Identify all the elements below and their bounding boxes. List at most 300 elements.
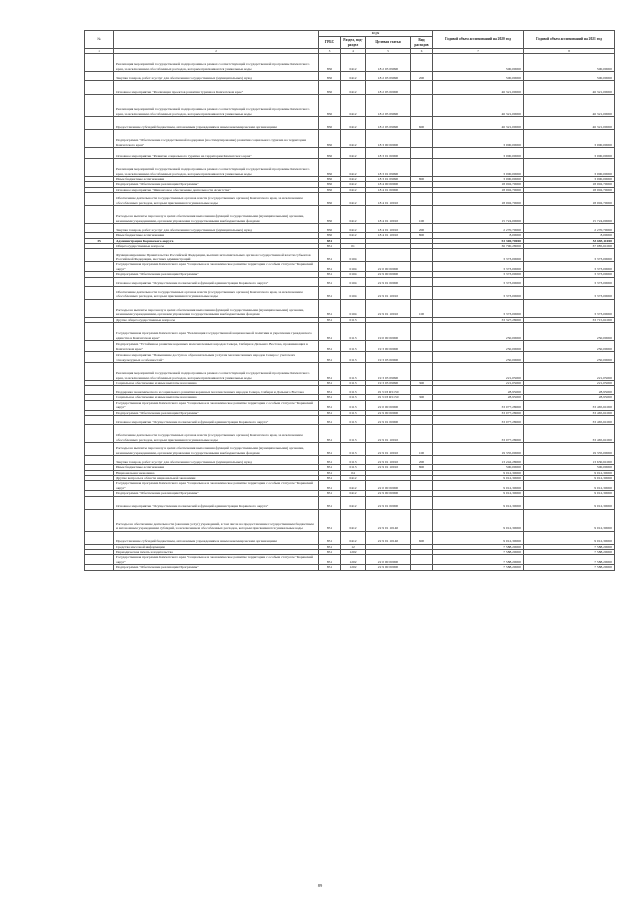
row-vid: 800: [411, 465, 433, 470]
row-sum-2021: 28,95000: [524, 395, 615, 400]
row-name: Государственная программа Камчатского края "Социальное и экономическое развитие территории с особым статусом "Корякский округ": [114, 400, 319, 410]
row-sum-2020: 18 002,70000: [433, 187, 524, 192]
col-number: 2: [114, 49, 319, 54]
row-vid: 200: [411, 72, 433, 81]
row-sum-2020: 19 335,00000: [433, 443, 524, 456]
row-grbs: 851: [319, 244, 341, 249]
row-sum-2020: 3 373,00000: [433, 272, 524, 277]
row-sum-2021: 9 012,30000: [524, 496, 615, 509]
row-sum-2020: 9 012,30000: [433, 491, 524, 496]
row-sum-2020: 33 327,28000: [433, 317, 524, 322]
row-vid: [411, 54, 433, 72]
row-grbs: 851: [319, 249, 341, 262]
row-target: 18 2 05 09990: [366, 95, 411, 117]
row-sum-2021: 3 373,00000: [524, 272, 615, 277]
row-sum-2021: 3 373,00000: [524, 249, 615, 262]
row-vid: [411, 363, 433, 381]
row-section: 0104: [341, 299, 366, 317]
row-target: 18 3 01 09990: [366, 177, 411, 182]
table-row: [85, 565, 615, 570]
row-grbs: 851: [319, 475, 341, 480]
table-row: [85, 206, 615, 224]
row-sum-2021: 46 321,00000: [524, 117, 615, 130]
row-target: 18 4 01 10010: [366, 193, 411, 206]
row-name: Предоставление субсидий бюджетным, автономным учреждениям и иным некоммерческим организациям: [114, 531, 319, 544]
row-sum-2020: 3 373,00000: [433, 299, 524, 317]
row-section: 0113: [341, 381, 366, 386]
row-sum-2021: 7 588,20000: [524, 565, 615, 570]
row-sum-2020: 250,00000: [433, 323, 524, 341]
row-name: Обеспечение деятельности государственных органов власти (государственных органов) Камчатского края, за исключением обособленных расходов, которым присваиваются уникальные коды: [114, 286, 319, 299]
row-name: Другие общегосударственные вопросы: [114, 317, 319, 322]
row-vid: [411, 416, 433, 425]
row-sum-2020: 3 373,00000: [433, 277, 524, 286]
row-name: Средства массовой информации: [114, 544, 319, 549]
table-row: [85, 277, 615, 286]
row-name: Национальная экономика: [114, 470, 319, 475]
row-vid: [411, 277, 433, 286]
row-sum-2020: 28,95000: [433, 395, 524, 400]
row-vid: [411, 193, 433, 206]
row-sum-2020: 221,05000: [433, 381, 524, 386]
row-vid: [411, 400, 433, 410]
table-row: [85, 363, 615, 381]
row-name: Реализация мероприятий государственной подпрограммы в рамках соответствующей государственной программы Камчатского края, за исключением обособленных расходов, которым присваиваются уникальные коды: [114, 95, 319, 117]
row-section: 01: [341, 244, 366, 249]
row-grbs: 851: [319, 381, 341, 386]
row-target: 19 3 03 09990: [366, 381, 411, 386]
row-section: 0113: [341, 410, 366, 415]
row-vid: [411, 565, 433, 570]
row-section: 0104: [341, 249, 366, 262]
row-vid: [411, 159, 433, 177]
header-vol-2020: Годовой объем ассигнований на 2020 год: [433, 31, 524, 49]
row-vid: 200: [411, 456, 433, 465]
row-target: 22 9 01 00000: [366, 496, 411, 509]
row-vid: 200: [411, 224, 433, 233]
row-section: 0113: [341, 443, 366, 456]
row-section: 0412: [341, 117, 366, 130]
row-section: 0412: [341, 130, 366, 148]
row-sum-2020: 3 000,00000: [433, 130, 524, 148]
row-name: Основное мероприятие "Осуществление полномочий и функций администрации Корякского округа": [114, 496, 319, 509]
row-target: 22 0 00 00000: [366, 262, 411, 272]
row-sum-2020: 9 012,30000: [433, 470, 524, 475]
header-grbs: ГРБС: [319, 37, 341, 49]
row-vid: [411, 262, 433, 272]
row-name: Обеспечение деятельности государственных органов власти (государственных органов) Камчатского края, за исключением обособленных расходов, которым присваиваются уникальные коды: [114, 425, 319, 443]
row-grbs: 851: [319, 277, 341, 286]
row-sum-2021: 250,00000: [524, 323, 615, 341]
row-sum-2020: 2 270,70000: [433, 224, 524, 233]
row-grbs: 850: [319, 182, 341, 187]
row-name: Подпрограмма "Обеспечение реализации Программы": [114, 182, 319, 187]
row-sum-2020: 28,95000: [433, 386, 524, 395]
row-sum-2020: 15 724,00000: [433, 206, 524, 224]
table-row: [85, 400, 615, 410]
row-section: 0412: [341, 481, 366, 491]
row-vid: 600: [411, 531, 433, 544]
row-number: [85, 95, 114, 117]
row-sum-2020: 3 373,00000: [433, 286, 524, 299]
row-sum-2020: 9 012,30000: [433, 496, 524, 509]
row-name: Иные бюджетные ассигнования: [114, 465, 319, 470]
row-section: 0113: [341, 416, 366, 425]
row-sum-2020: 46 321,00000: [433, 95, 524, 117]
row-sum-2020: 46 321,00000: [433, 81, 524, 95]
row-grbs: 851: [319, 363, 341, 381]
row-sum-2021: 3 373,00000: [524, 262, 615, 272]
row-section: 0113: [341, 395, 366, 400]
row-target: 22 0 00 00000: [366, 481, 411, 491]
row-sum-2021: 8,00000: [524, 233, 615, 238]
row-name: Закупка товаров, работ и услуг для обеспечения государственных (муниципальных) нужд: [114, 72, 319, 81]
row-target: 22 0 00 00000: [366, 400, 411, 410]
row-number: [85, 386, 114, 395]
row-name: Закупка товаров, работ и услуг для обеспечения государственных (муниципальных) нужд: [114, 224, 319, 233]
row-name: Расходы на выплаты персоналу в целях обеспечения выполнения функций государственными (муниципальными) органами, казенными учреждениями, органами управления государственными внебюджетными фондами: [114, 206, 319, 224]
row-section: 0412: [341, 193, 366, 206]
row-grbs: 851: [319, 425, 341, 443]
row-name: Основное мероприятие "Повышение доступа к образовательным услугам малочисленных народов Севера с учетом их этнокультурных особенностей": [114, 352, 319, 363]
row-grbs: 850: [319, 148, 341, 159]
row-vid: 300: [411, 395, 433, 400]
row-grbs: 850: [319, 81, 341, 95]
row-sum-2020: 33 077,28000: [433, 425, 524, 443]
row-sum-2021: 500,00000: [524, 72, 615, 81]
row-name: Социальное обеспечение и иные выплаты населению: [114, 395, 319, 400]
row-sum-2020: 3 373,00000: [433, 249, 524, 262]
row-vid: 100: [411, 443, 433, 456]
row-target: 18 4 00 00000: [366, 182, 411, 187]
row-grbs: 851: [319, 416, 341, 425]
table-row: [85, 531, 615, 544]
row-section: 0412: [341, 496, 366, 509]
row-number: [85, 443, 114, 456]
row-sum-2021: 18 002,70000: [524, 193, 615, 206]
row-sum-2020: 3 000,00000: [433, 177, 524, 182]
table-row: [85, 148, 615, 159]
row-sum-2020: 18 002,70000: [433, 193, 524, 206]
row-name: Подпрограмма "Обеспечение реализации Программы": [114, 272, 319, 277]
row-name: Государственная программа Камчатского края "Социальное и экономическое развитие территории с особым статусом "Корякский округ": [114, 555, 319, 565]
row-sum-2021: 9 012,30000: [524, 509, 615, 531]
row-section: 0412: [341, 72, 366, 81]
table-row: [85, 95, 615, 117]
row-vid: [411, 555, 433, 565]
row-grbs: 851: [319, 262, 341, 272]
row-number: [85, 555, 114, 565]
row-number: [85, 299, 114, 317]
row-section: 0113: [341, 465, 366, 470]
row-number: [85, 81, 114, 95]
row-target: 22 9 01 10010: [366, 286, 411, 299]
table-row: [85, 416, 615, 425]
table-row: [85, 496, 615, 509]
row-section: 0412: [341, 54, 366, 72]
row-section: 0412: [341, 95, 366, 117]
table-row: [85, 286, 615, 299]
table-row: [85, 54, 615, 72]
table-row: [85, 443, 615, 456]
row-sum-2020: 36 790,28000: [433, 244, 524, 249]
row-sum-2020: 46 321,00000: [433, 117, 524, 130]
row-name: Подпрограмма "Обеспечение реализации Программы": [114, 410, 319, 415]
row-sum-2021: 19 335,00000: [524, 443, 615, 456]
table-header: [85, 31, 615, 54]
row-grbs: 850: [319, 130, 341, 148]
header-name: [114, 31, 319, 49]
row-vid: [411, 95, 433, 117]
col-number: 1: [85, 49, 114, 54]
row-sum-2021: 9 012,30000: [524, 475, 615, 480]
row-grbs: 851: [319, 317, 341, 322]
row-section: 04: [341, 470, 366, 475]
table-row: [85, 159, 615, 177]
row-section: 0113: [341, 400, 366, 410]
row-grbs: 851: [319, 509, 341, 531]
row-sum-2021: 46 321,00000: [524, 95, 615, 117]
row-grbs: 850: [319, 159, 341, 177]
row-vid: [411, 249, 433, 262]
row-section: 0113: [341, 317, 366, 322]
row-target: 18 2 03 09990: [366, 72, 411, 81]
row-sum-2020: 9 012,30000: [433, 531, 524, 544]
row-sum-2020: 9 012,30000: [433, 509, 524, 531]
header-section: Раздел, под-раздел: [341, 37, 366, 49]
row-target: 18 3 01 09990: [366, 159, 411, 177]
row-section: 0104: [341, 277, 366, 286]
row-number: [85, 159, 114, 177]
table-row: [85, 249, 615, 262]
row-sum-2021: 9 012,30000: [524, 491, 615, 496]
row-section: 1202: [341, 549, 366, 554]
row-sum-2021: 3 373,00000: [524, 277, 615, 286]
table-row: [85, 323, 615, 341]
row-section: 1202: [341, 555, 366, 565]
table-row: [85, 386, 615, 395]
row-target: 19 3 00 00000: [366, 341, 411, 352]
row-name: Расходы на выплаты персоналу в целях обеспечения выполнения функций государственными (муниципальными) органами, казенными учреждениями, органами управления государственными внебюджетными фондами: [114, 299, 319, 317]
row-sum-2021: 9 012,30000: [524, 531, 615, 544]
row-vid: [411, 481, 433, 491]
row-sum-2020: 53 300,70000: [433, 238, 524, 243]
row-name: Иные бюджетные ассигнования: [114, 233, 319, 238]
row-section: 0412: [341, 159, 366, 177]
row-sum-2021: 7 588,20000: [524, 549, 615, 554]
row-name: Основное мероприятие "Осуществление полномочий и функций администрации Корякского округа": [114, 277, 319, 286]
table-row: [85, 352, 615, 363]
row-name: Основное мероприятие "Реализация проектов развития туризма в Камчатском крае": [114, 81, 319, 95]
row-number: [85, 425, 114, 443]
row-grbs: 850: [319, 54, 341, 72]
row-sum-2020: 500,00000: [433, 54, 524, 72]
row-grbs: 851: [319, 395, 341, 400]
row-vid: 800: [411, 177, 433, 182]
row-name: Подпрограмма "Обеспечение реализации Программы": [114, 565, 319, 570]
row-sum-2021: 18 002,70000: [524, 187, 615, 192]
row-target: 22 9 01 10010: [366, 425, 411, 443]
row-name: Государственная программа Камчатского края "Социальное и экономическое развитие территории с особым статусом "Корякский округ": [114, 262, 319, 272]
row-name: Иные бюджетные ассигнования: [114, 177, 319, 182]
row-sum-2020: 250,00000: [433, 341, 524, 352]
row-sum-2020: 221,05000: [433, 363, 524, 381]
row-target: 22 9 01 10010: [366, 443, 411, 456]
row-name: Общегосударственные вопросы: [114, 244, 319, 249]
col-number: 4: [341, 49, 366, 54]
row-target: 22 9 00 00000: [366, 491, 411, 496]
row-section: 0412: [341, 182, 366, 187]
row-grbs: 851: [319, 496, 341, 509]
row-sum-2021: 33 465,61000: [524, 410, 615, 415]
row-sum-2021: 46 321,00000: [524, 81, 615, 95]
row-section: 12: [341, 544, 366, 549]
row-target: 18 2 05 09990: [366, 117, 411, 130]
row-number: [85, 117, 114, 130]
row-sum-2021: 28,95000: [524, 386, 615, 395]
row-grbs: 851: [319, 323, 341, 341]
row-grbs: 850: [319, 177, 341, 182]
row-sum-2020: 3 000,00000: [433, 148, 524, 159]
row-number: [85, 323, 114, 341]
row-number: [85, 54, 114, 72]
table-row: [85, 341, 615, 352]
table-row: [85, 456, 615, 465]
row-sum-2020: 9 012,30000: [433, 475, 524, 480]
row-target: [366, 249, 411, 262]
row-grbs: 851: [319, 400, 341, 410]
row-grbs: 850: [319, 117, 341, 130]
row-grbs: 851: [319, 352, 341, 363]
row-grbs: 851: [319, 386, 341, 395]
row-grbs: 850: [319, 224, 341, 233]
row-name: Государственная программа Камчатского края "Социальное и экономическое развитие территории с особым статусом "Корякский округ": [114, 481, 319, 491]
row-target: 18 3 01 00000: [366, 148, 411, 159]
row-section: 0104: [341, 286, 366, 299]
row-section: 0113: [341, 323, 366, 341]
row-grbs: 851: [319, 238, 341, 243]
row-target: 22 9 01 10010: [366, 465, 411, 470]
row-name: Закупка товаров, работ и услуг для обеспечения государственных (муниципальных) нужд: [114, 456, 319, 465]
row-sum-2021: 500,00000: [524, 54, 615, 72]
row-target: 22 9 00 00000: [366, 272, 411, 277]
row-number: [85, 531, 114, 544]
row-sum-2020: 7 588,20000: [433, 565, 524, 570]
row-target: 22 9 00 00000: [366, 410, 411, 415]
row-name: Основное мероприятие "Осуществление полномочий и функций администрации Корякского округа": [114, 416, 319, 425]
row-grbs: 851: [319, 341, 341, 352]
row-section: 0113: [341, 352, 366, 363]
row-section: 0113: [341, 363, 366, 381]
row-section: 0412: [341, 475, 366, 480]
row-sum-2020: 8,00000: [433, 233, 524, 238]
table-row: [85, 117, 615, 130]
row-target: 19 3 03 R5150: [366, 395, 411, 400]
row-grbs: 851: [319, 481, 341, 491]
row-number: [85, 249, 114, 262]
row-name: Реализация мероприятий государственной подпрограммы в рамках соответствующей государственной программы Камчатского края, за исключением обособленных расходов, которым присваиваются уникальные коды: [114, 159, 319, 177]
row-sum-2020: 500,00000: [433, 465, 524, 470]
row-target: 19 0 00 00000: [366, 323, 411, 341]
table-row: [85, 224, 615, 233]
row-vid: [411, 323, 433, 341]
row-target: 18 2 05 00000: [366, 81, 411, 95]
row-name: Обеспечение деятельности государственных органов власти (государственных органов) Камчатского края, за исключением обособленных расходов, которым присваиваются уникальные коды: [114, 193, 319, 206]
row-name: Государственная программа Камчатского края "Реализация государственной национальной политики и укрепление гражданского единства в Камчатском крае": [114, 323, 319, 341]
row-target: 22 0 00 00000: [366, 555, 411, 565]
row-sum-2021: 33 465,61000: [524, 416, 615, 425]
row-number: [85, 72, 114, 81]
row-section: 0412: [341, 233, 366, 238]
row-name: Расходы на выплаты персоналу в целях обеспечения выполнения функций государственными (муниципальными) органами, казенными учреждениями, органами управления государственными внебюджетными фондами: [114, 443, 319, 456]
row-sum-2021: 9 012,30000: [524, 481, 615, 491]
row-name: Реализация мероприятий государственной подпрограммы в рамках соответствующей государственной программы Камчатского края, за исключением обособленных расходов, которым присваиваются уникальные коды: [114, 363, 319, 381]
row-sum-2020: 18 002,70000: [433, 182, 524, 187]
row-name: Поддержка экономического и социального развития коренных малочисленных народов Севера, Сибири и Дальнего Востока: [114, 386, 319, 395]
row-section: 0113: [341, 341, 366, 352]
row-sum-2021: 7 588,20000: [524, 544, 615, 549]
row-sum-2020: 250,00000: [433, 352, 524, 363]
header-vol-2021: Годовой объем ассигнований на 2021 год: [524, 31, 615, 49]
row-number: [85, 277, 114, 286]
table-row: [85, 509, 615, 531]
header-num: №: [85, 31, 114, 49]
budget-table: [84, 30, 615, 571]
row-section: 0412: [341, 206, 366, 224]
row-target: 22 9 01 00000: [366, 416, 411, 425]
table-row: [85, 555, 615, 565]
row-sum-2020: 9 012,30000: [433, 481, 524, 491]
row-sum-2021: 250,00000: [524, 341, 615, 352]
header-target: Целевая статья: [366, 37, 411, 49]
row-target: 22 9 01 10010: [366, 456, 411, 465]
row-section: 1202: [341, 565, 366, 570]
row-name: Основное мероприятие "Финансовое обеспечение деятельности Агентства": [114, 187, 319, 192]
row-vid: [411, 148, 433, 159]
row-number: [85, 193, 114, 206]
col-number: 7: [433, 49, 524, 54]
col-number: 8: [524, 49, 615, 54]
row-number: [85, 481, 114, 491]
row-vid: [411, 386, 433, 395]
row-vid: [411, 425, 433, 443]
row-section: 0113: [341, 425, 366, 443]
row-number: [85, 130, 114, 148]
table-row: [85, 72, 615, 81]
row-section: 0412: [341, 81, 366, 95]
page-number: 89: [317, 883, 323, 888]
row-sum-2021: 3 000,00000: [524, 130, 615, 148]
row-sum-2021: 13 630,61000: [524, 456, 615, 465]
row-target: 18 4 01 00000: [366, 187, 411, 192]
row-name: Основное мероприятие "Развитие социального туризма на территории Камчатского края": [114, 148, 319, 159]
row-grbs: 851: [319, 544, 341, 549]
row-name: Подпрограмма "Обеспечение государственной поддержки (на стимулирование) развития социального туризма на территории Камчатского края": [114, 130, 319, 148]
row-number: [85, 400, 114, 410]
header-vid: Вид расходов: [411, 37, 433, 49]
row-grbs: 851: [319, 286, 341, 299]
row-name: Подпрограмма "Обеспечение реализации Программы": [114, 491, 319, 496]
row-grbs: 851: [319, 549, 341, 554]
row-section: 0104: [341, 262, 366, 272]
row-sum-2021: 33 465,61000: [524, 400, 615, 410]
row-grbs: 850: [319, 193, 341, 206]
row-grbs: 850: [319, 187, 341, 192]
row-sum-2021: 250,00000: [524, 352, 615, 363]
row-sum-2021: 3 000,00000: [524, 148, 615, 159]
row-sum-2021: 18 002,70000: [524, 182, 615, 187]
row-name: Функционирование Правительства Российской Федерации, высших исполнительных органов государственной власти субъектов Российской Федерации, местных администраций: [114, 249, 319, 262]
